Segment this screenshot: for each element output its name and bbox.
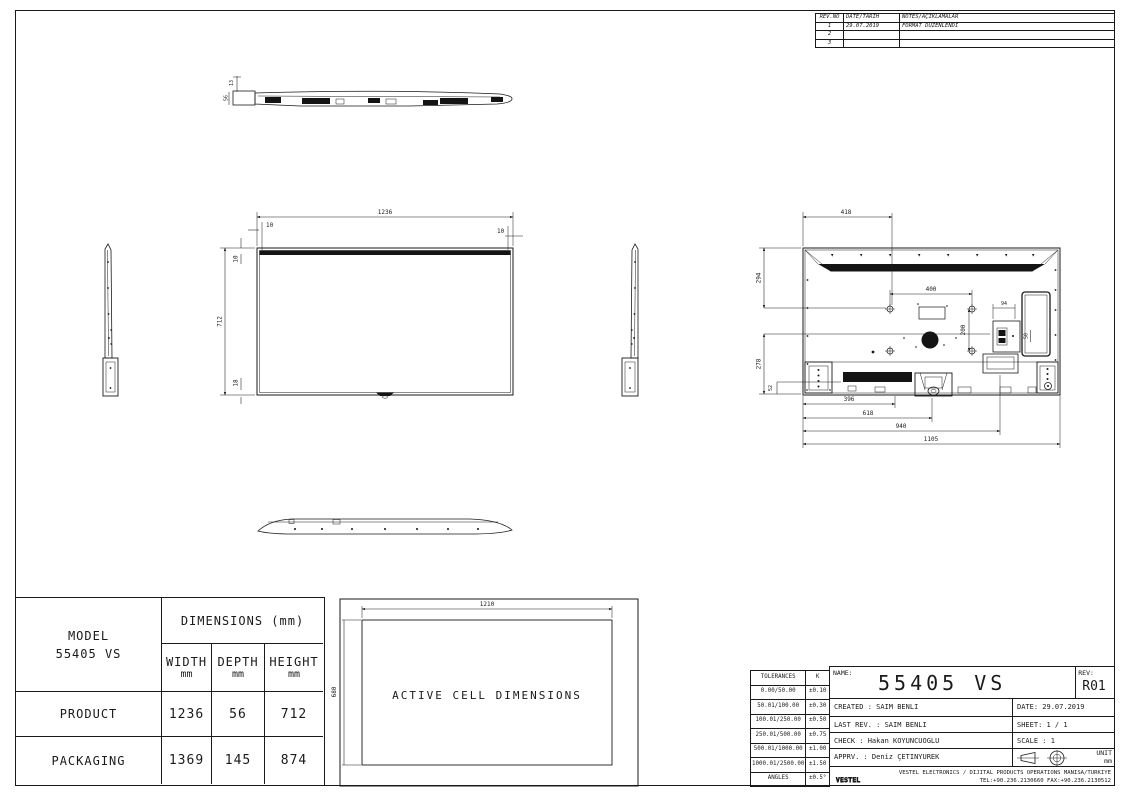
rev-no: 3 [816,39,844,48]
dim-rear-top-width: 418 [840,209,852,216]
packaging-depth: 145 [211,736,264,784]
dim-rear-bottom-2: 618 [862,410,874,417]
unit-cell [1096,750,1112,766]
tolerances-header: TOLERANCES [751,671,806,686]
rev-note [900,31,1115,40]
dim-front-bottom-edge: 18 [232,379,240,387]
tol-value: ±0.30 [806,700,830,715]
view-front [217,209,524,404]
tol-range: 500.01/1000.00 [751,743,806,758]
dim-active-cell-height: 680 [331,686,338,698]
model-number: 55405 VS [55,646,122,661]
company-line1: VESTEL ELECTRONICS / DIJITAL PRODUCTS OPERATIONS MANISA/TURKIYE [898,769,1111,776]
svg-text:VESTEL: VESTEL [836,776,861,784]
rev-note: FORMAT DÜZENLENDİ [900,22,1115,31]
rev-notes-header: NOTES/AÇIKLAMALAR [900,14,1115,23]
model-label: MODEL [67,628,110,643]
dim-front-bezel-right: 10 [497,228,505,235]
dim-active-cell-width: 1210 [479,601,495,608]
tol-range: 100.01/250.00 [751,714,806,729]
dim-rear-bottom-1: 396 [843,396,855,403]
dim-rear-lower-height: 278 [755,358,763,370]
date: DATE: 29.07.2019 [1012,699,1114,716]
drawing-name: 55405 VS [878,671,1007,695]
packaging-width: 1369 [161,736,211,784]
dim-rear-foot-height: 52 [768,384,774,392]
view-active-cell [331,599,638,786]
last-rev-by: LAST REV. : SAIM BENLI [834,721,927,729]
first-angle-projection-icon [1017,750,1079,766]
product-depth: 56 [211,691,264,736]
tol-range: 0.00/50.00 [751,685,806,700]
revision-table [815,13,1115,48]
name-label: NAME: [833,669,853,677]
dim-rear-vesa-vertical: 200 [960,324,967,336]
dim-rear-bottom-width: 1105 [923,436,939,443]
tol-value: ±0.50 [806,714,830,729]
column-header-height: HEIGHT mm [264,643,323,691]
column-header-depth: DEPTH mm [211,643,264,691]
revision-row [816,39,1115,48]
sheet: SHEET: 1 / 1 [1012,717,1114,732]
row-label-packaging: PACKAGING [16,736,161,784]
product-width: 1236 [161,691,211,736]
tol-range: 50.01/100.00 [751,700,806,715]
model-dimensions-table [15,597,325,786]
dim-top-total-depth: 56 [223,94,230,102]
tol-value: ±0.10 [806,685,830,700]
rev-value: R01 [1082,679,1106,694]
dim-rear-upper-height: 294 [755,272,763,284]
dim-rear-connector-height: 50 [1023,332,1030,340]
screw-marks-sides [807,269,1057,365]
tol-value: ±1.00 [806,743,830,758]
vestel-logo [834,769,898,786]
tol-value: ±1.50 [806,758,830,773]
view-bottom [258,519,512,534]
view-side-left [103,244,118,396]
rating-label [919,307,945,319]
revision-header-row [816,14,1115,23]
rev-no: 2 [816,31,844,40]
rev-date [844,31,900,40]
view-side-right [622,244,638,396]
checked-by: CHECK : Hakan KOYUNCUOGLU [834,737,940,745]
unit-value: mm [1104,756,1112,765]
dim-rear-bottom-3: 940 [895,423,907,430]
revision-row [816,31,1115,40]
company-line2: TEL:+90.236.2130660 FAX:+90.236.2130512 [979,778,1111,784]
unit-label: UNIT [1096,748,1112,757]
active-cell-title: ACTIVE CELL DIMENSIONS [392,689,582,702]
tol-value: ±0.75 [806,729,830,744]
tol-value: ±0.5° [806,772,830,787]
view-top [224,76,513,106]
rev-date [844,39,900,48]
rev-label: REV: [1078,669,1094,677]
column-header-width: WIDTH mm [161,643,211,691]
company-info [898,769,1114,786]
view-rear [756,209,1061,448]
rev-no-header: REV.NO [816,14,844,23]
title-block [829,666,1115,786]
scale: SCALE : 1 [1012,733,1114,748]
tol-range: 1000.01/2500.00 [751,758,806,773]
dim-rear-connector-width: 94 [1000,301,1008,307]
dim-front-bezel-left: 10 [266,222,274,229]
dim-top-edge-depth: 13 [229,79,235,87]
product-height: 712 [264,691,323,736]
tolerances-header-k: K [806,671,830,686]
dim-rear-vesa-horizontal: 400 [925,286,937,293]
tolerance-table [750,670,830,787]
created-by: CREATED : SAIM BENLI [834,703,919,711]
tol-range: 250.01/500.00 [751,729,806,744]
rev-no: 1 [816,22,844,31]
dim-front-height: 712 [216,316,224,327]
row-label-product: PRODUCT [16,691,161,736]
model-cell [16,598,161,691]
rev-note [900,39,1115,48]
tol-range: ANGLES [751,772,806,787]
revision-row [816,22,1115,31]
dim-front-bezel-top: 10 [232,255,240,263]
screw-marks-top [831,254,1034,257]
dimensions-header: DIMENSIONS (mm) [161,598,323,643]
packaging-height: 874 [264,736,323,784]
bottom-strip [805,362,1058,396]
rev-date-header: DATE/TARİH [844,14,900,23]
approved-by: APPRV. : Deniz ÇETINYUREK [834,753,940,761]
dim-front-width: 1236 [377,209,393,216]
rev-date: 29.07.2019 [844,22,900,31]
